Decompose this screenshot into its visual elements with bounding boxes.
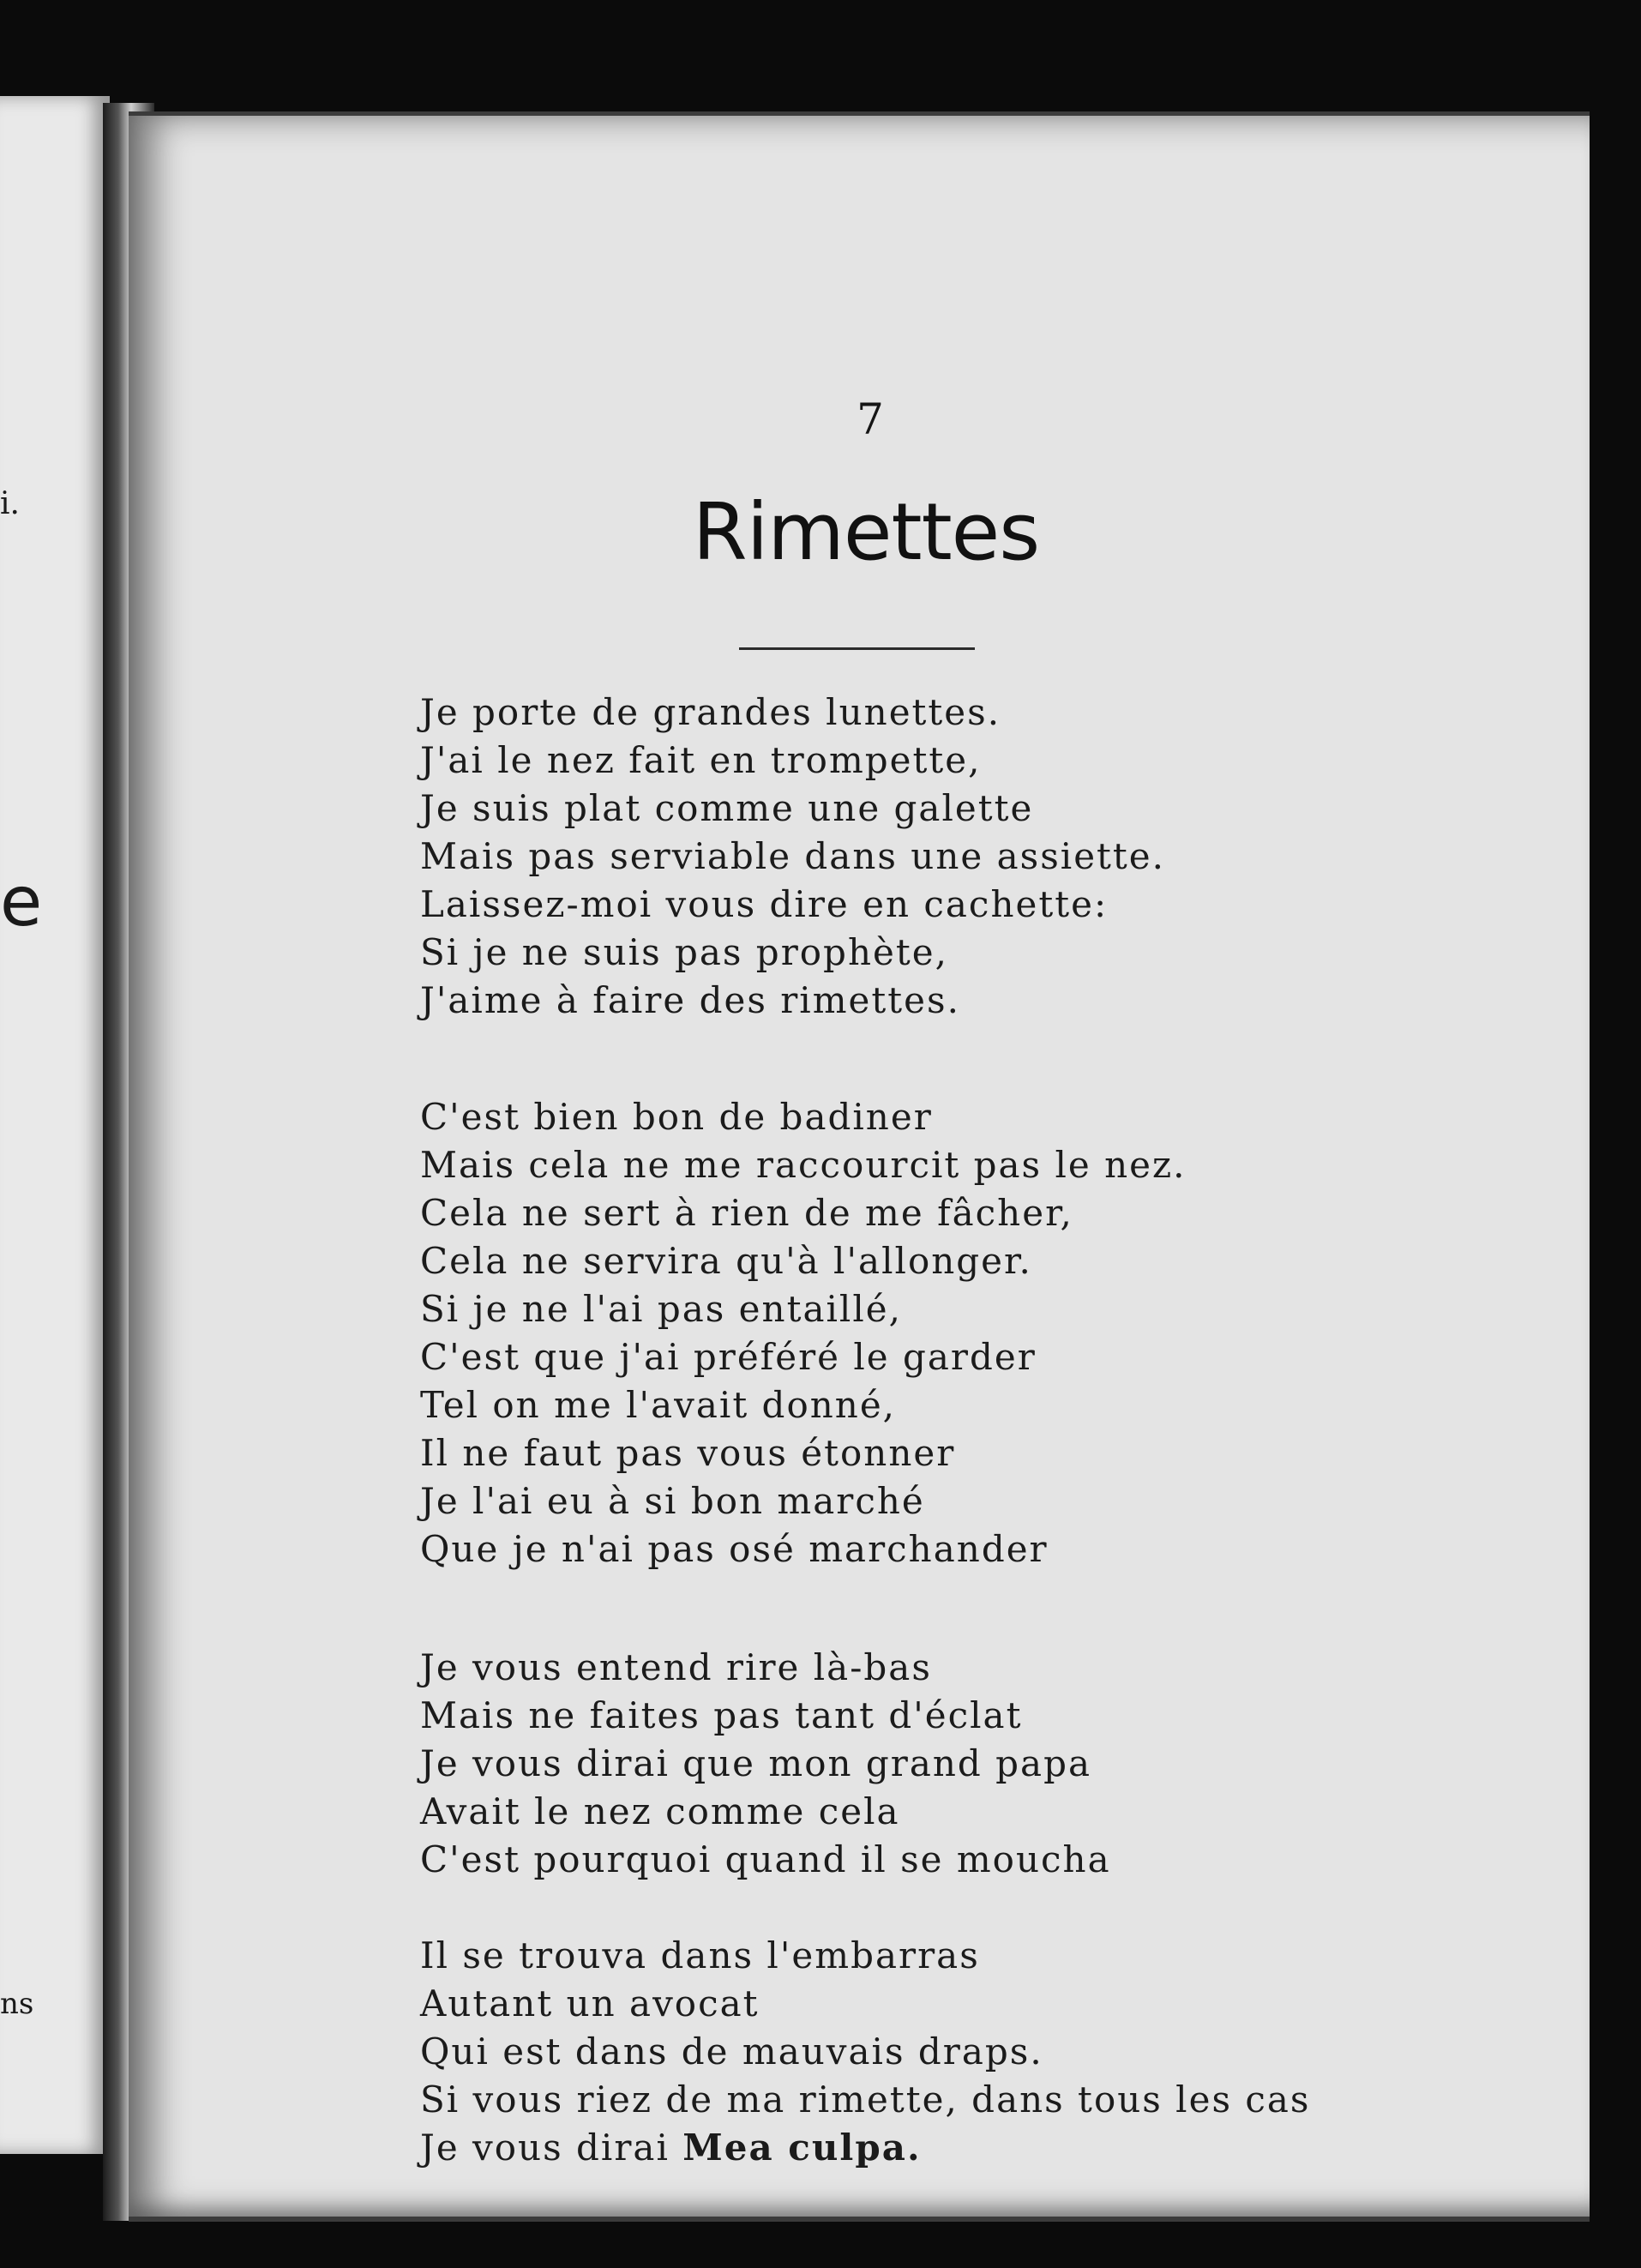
book-page (129, 111, 1602, 2222)
left-page-fragment: i. (0, 486, 20, 521)
left-page-sliver (0, 96, 110, 2154)
stanza-4 (420, 1932, 1311, 2172)
stanza-2 (420, 1093, 1186, 1573)
poem-title: Rimettes (692, 486, 1040, 578)
poem-line: Si je ne suis pas prophète, (420, 931, 948, 973)
poem-line: Je l'ai eu à si bon marché (420, 1480, 925, 1522)
poem-line: Laissez-moi vous dire en cachette: (420, 883, 1109, 925)
poem-line: Mais cela ne me raccourcit pas le nez. (420, 1144, 1187, 1186)
poem-line: Autant un avocat (420, 1982, 760, 2024)
poem-line: C'est que j'ai préféré le garder (420, 1336, 1037, 1378)
left-page-fragment: e (0, 862, 43, 941)
poem-line: J'ai le nez fait en trompette, (420, 739, 982, 781)
page-number: 7 (857, 394, 884, 444)
poem-line: Mais ne faites pas tant d'éclat (420, 1694, 1023, 1736)
stanza-3 (420, 1644, 1111, 1884)
title-divider (739, 647, 975, 650)
stanza-1 (420, 689, 1165, 1025)
poem-line: Mais pas serviable dans une assiette. (420, 835, 1166, 877)
final-line-prefix: Je vous dirai (420, 2127, 670, 2169)
poem-line: Je vous dirai que mon grand papa (420, 1742, 1092, 1784)
final-line-bold: Mea culpa. (682, 2127, 922, 2169)
poem-line: Il ne faut pas vous étonner (420, 1432, 956, 1474)
poem-line: Si vous riez de ma rimette, dans tous les cas (420, 2078, 1311, 2121)
poem-line: Qui est dans de mauvais draps. (420, 2030, 1043, 2072)
poem-line: C'est bien bon de badiner (420, 1096, 933, 1138)
right-dark-edge (1590, 0, 1641, 2268)
poem-line: Avait le nez comme cela (420, 1790, 900, 1832)
poem-line: J'aime à faire des rimettes. (420, 979, 960, 1021)
poem-line: Cela ne servira qu'à l'allonger. (420, 1240, 1032, 1282)
poem-line: Si je ne l'ai pas entaillé, (420, 1288, 902, 1330)
poem-line: Je suis plat comme une galette (420, 787, 1034, 829)
left-page-fragment: ns (0, 1987, 34, 2021)
poem-line: Tel on me l'avait donné, (420, 1384, 897, 1426)
poem-line: Que je n'ai pas osé marchander (420, 1528, 1049, 1570)
poem-line: Je vous entend rire là-bas (420, 1646, 932, 1688)
poem-line-final (420, 2124, 1311, 2172)
poem-line: Il se trouva dans l'embarras (420, 1934, 980, 1976)
poem-line: Cela ne sert à rien de me fâcher, (420, 1192, 1073, 1234)
poem-line: Je porte de grandes lunettes. (420, 691, 1001, 733)
poem-line: C'est pourquoi quand il se moucha (420, 1838, 1111, 1880)
